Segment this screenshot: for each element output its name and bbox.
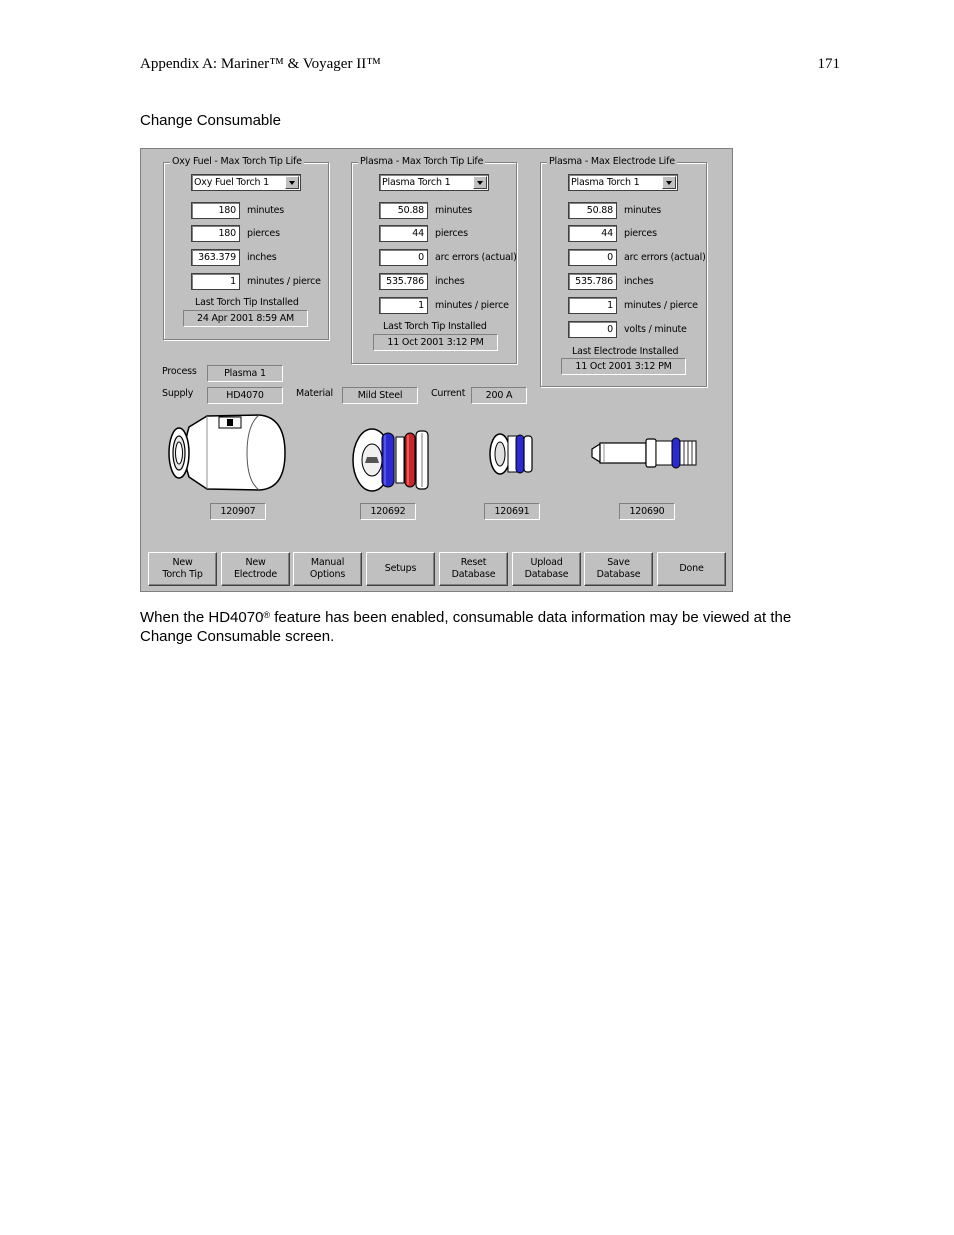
plasma-tip-torch-select-value: Plasma Torch 1	[382, 177, 451, 188]
page-number: 171	[817, 56, 840, 72]
oxy-minutes-unit: minutes	[247, 205, 285, 216]
registered-mark: ®	[263, 610, 271, 620]
plasma-tip-minutes-field[interactable]: 50.88	[379, 202, 428, 219]
done-button[interactable]: Done	[657, 552, 726, 586]
electrode-pierces-unit: pierces	[624, 228, 657, 239]
electrode-minutes-unit: minutes	[624, 205, 662, 216]
oxy-pierces-field[interactable]: 180	[191, 225, 240, 242]
electrode-minutes-field[interactable]: 50.88	[568, 202, 617, 219]
plasma-tip-pierces-field[interactable]: 44	[379, 225, 428, 242]
plasma-electrode-torch-select-value: Plasma Torch 1	[571, 177, 640, 188]
oxy-pierces-unit: pierces	[247, 228, 280, 239]
oxy-torch-select[interactable]	[191, 174, 301, 191]
oxy-last-installed-label: Last Torch Tip Installed	[195, 297, 299, 308]
oxy-fuel-group	[163, 156, 329, 340]
plasma-tip-pierces-unit: pierces	[435, 228, 468, 239]
oxy-fuel-group-title: Oxy Fuel - Max Torch Tip Life	[172, 156, 302, 167]
running-header: Appendix A: Mariner™ & Voyager II™	[140, 56, 381, 72]
oxy-min-per-pierce-field[interactable]: 1	[191, 273, 240, 290]
current-label: Current	[431, 388, 466, 399]
manual-options-button[interactable]: Manual Options	[293, 552, 362, 586]
upload-database-button[interactable]: Upload Database	[512, 552, 581, 586]
electrode-volts-per-min-unit: volts / minute	[624, 324, 687, 335]
material-label: Material	[296, 388, 333, 399]
oxy-inches-field[interactable]: 363.379	[191, 249, 240, 266]
plasma-electrode-group	[540, 156, 707, 387]
electrode-arc-errors-unit: arc errors (actual)	[624, 252, 706, 263]
electrode-part-number: 120690	[619, 503, 675, 520]
swirl-ring-icon	[488, 432, 536, 476]
plasma-tip-min-per-pierce-unit: minutes / pierce	[435, 300, 509, 311]
plasma-tip-arc-errors-unit: arc errors (actual)	[435, 252, 517, 263]
supply-label: Supply	[162, 388, 194, 399]
shield-part-number: 120907	[210, 503, 266, 520]
plasma-tip-min-per-pierce-field[interactable]: 1	[379, 297, 428, 314]
plasma-tip-group	[351, 156, 517, 364]
electrode-inches-unit: inches	[624, 276, 654, 287]
electrode-last-installed-value: 11 Oct 2001 3:12 PM	[561, 358, 686, 375]
chevron-down-icon[interactable]	[662, 176, 676, 189]
oxy-torch-select-value: Oxy Fuel Torch 1	[194, 177, 270, 188]
setups-button[interactable]: Setups	[366, 552, 435, 586]
plasma-electrode-torch-select[interactable]	[568, 174, 678, 191]
paragraph-end: feature has been enabled, consumable data information may be viewed at the Change Consumable screen.	[140, 609, 792, 645]
process-label: Process	[162, 366, 197, 377]
electrode-min-per-pierce-unit: minutes / pierce	[624, 300, 698, 311]
plasma-tip-minutes-unit: minutes	[435, 205, 473, 216]
new-torch-tip-button[interactable]: New Torch Tip	[148, 552, 217, 586]
electrode-arc-errors-field[interactable]: 0	[568, 249, 617, 266]
plasma-electrode-group-title: Plasma - Max Electrode Life	[549, 156, 675, 167]
chevron-down-icon[interactable]	[473, 176, 487, 189]
plasma-tip-last-installed-value: 11 Oct 2001 3:12 PM	[373, 334, 498, 351]
plasma-tip-inches-field[interactable]: 535.786	[379, 273, 428, 290]
save-database-button[interactable]: Save Database	[584, 552, 653, 586]
oxy-min-per-pierce-unit: minutes / pierce	[247, 276, 321, 287]
electrode-pierces-field[interactable]: 44	[568, 225, 617, 242]
plasma-tip-arc-errors-field[interactable]: 0	[379, 249, 428, 266]
oxy-inches-unit: inches	[247, 252, 277, 263]
nozzle-icon	[352, 427, 436, 493]
material-value: Mild Steel	[342, 387, 418, 404]
electrode-icon	[590, 435, 700, 471]
process-value: Plasma 1	[207, 365, 283, 382]
section-title: Change Consumable	[140, 112, 281, 129]
description-paragraph	[140, 608, 820, 646]
chevron-down-icon[interactable]	[285, 176, 299, 189]
change-consumable-screen	[140, 148, 733, 592]
supply-value: HD4070	[207, 387, 283, 404]
plasma-tip-torch-select[interactable]	[379, 174, 489, 191]
nozzle-part-number: 120692	[360, 503, 416, 520]
new-electrode-button[interactable]: New Electrode	[221, 552, 290, 586]
paragraph-start: When the HD4070	[140, 609, 264, 626]
plasma-tip-inches-unit: inches	[435, 276, 465, 287]
shield-cap-icon	[167, 411, 287, 493]
swirl-ring-part-number: 120691	[484, 503, 540, 520]
plasma-tip-group-title: Plasma - Max Torch Tip Life	[360, 156, 484, 167]
reset-database-button[interactable]: Reset Database	[439, 552, 508, 586]
plasma-tip-last-installed-label: Last Torch Tip Installed	[383, 321, 487, 332]
electrode-min-per-pierce-field[interactable]: 1	[568, 297, 617, 314]
oxy-last-installed-value: 24 Apr 2001 8:59 AM	[183, 310, 308, 327]
oxy-minutes-field[interactable]: 180	[191, 202, 240, 219]
electrode-inches-field[interactable]: 535.786	[568, 273, 617, 290]
electrode-last-installed-label: Last Electrode Installed	[572, 346, 679, 357]
electrode-volts-per-min-field[interactable]: 0	[568, 321, 617, 338]
current-value: 200 A	[471, 387, 527, 404]
